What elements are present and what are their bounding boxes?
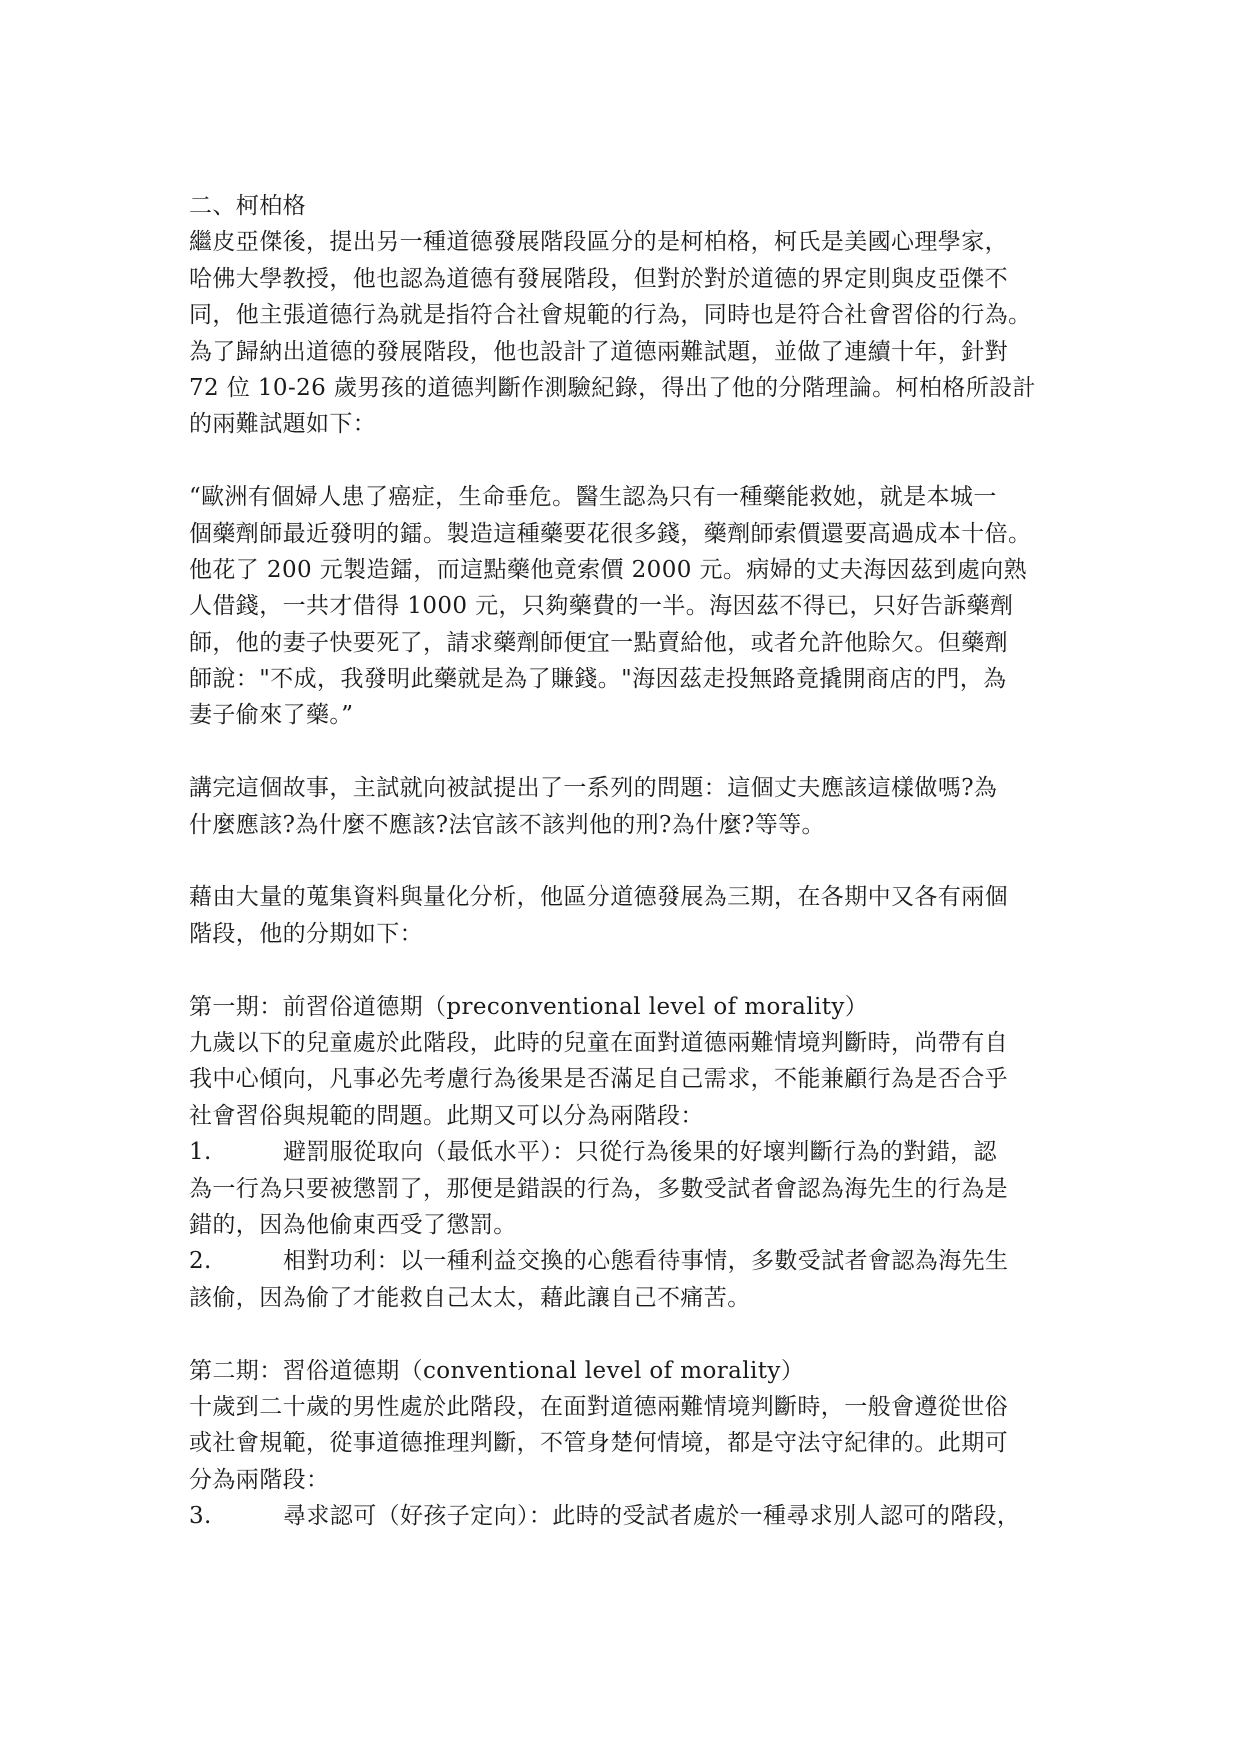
- story-line: 妻子偷來了藥。”: [189, 702, 354, 729]
- dilemma-story: [189, 479, 1059, 734]
- stage-text: 相對功利：以一種利益交換的心態看待事情，多數受試者會認為海先生: [283, 1248, 1009, 1275]
- story-line: “歐洲有個婦人患了癌症，生命垂危。醫生認為只有一種藥能救她，就是本城一: [189, 484, 997, 511]
- story-line: 人借錢，一共才借得 1000 元，只夠藥費的一半。海因茲不得已，只好告訴藥劑: [189, 593, 1014, 620]
- intro-line: 同，他主張道德行為就是指符合社會規範的行為，同時也是符合社會習俗的行為。: [189, 302, 1032, 329]
- paragraph-gap: [189, 843, 1059, 879]
- stage-number: 3.: [189, 1503, 212, 1530]
- analysis-line: 藉由大量的蒐集資料與量化分析，他區分道德發展為三期，在各期中又各有兩個: [189, 884, 1008, 911]
- section-title: 二、柯柏格: [189, 193, 306, 219]
- intro-line: 哈佛大學教授，他也認為道德有發展階段，但對於對於道德的界定則與皮亞傑不: [189, 265, 1008, 292]
- questions-line: 講完這個故事，主試就向被試提出了一系列的問題：這個丈夫應該這樣做嗎?為: [189, 775, 998, 802]
- stage-text: 尋求認可（好孩子定向）：此時的受試者處於一種尋求別人認可的階段，: [283, 1503, 1021, 1530]
- story-line: 師說："不成，我發明此藥就是為了賺錢。"海因茲走投無路竟撬開商店的門，為: [189, 666, 1007, 693]
- stage-number: 1.: [189, 1139, 212, 1166]
- period-2-heading: 第二期：習俗道德期（conventional level of morality）: [189, 1357, 805, 1384]
- stage-1-line: 為一行為只要被懲罰了，那便是錯誤的行為，多數受試者會認為海先生的行為是: [189, 1175, 1008, 1202]
- period-2-desc-line: 分為兩階段：: [189, 1466, 330, 1493]
- period-2-desc-line: 或社會規範，從事道德推理判斷，不管身楚何情境，都是守法守紀律的。此期可: [189, 1430, 1008, 1457]
- questions-line: 什麼應該?為什麼不應該?法官該不該判他的刑?為什麼?等等。: [189, 811, 825, 838]
- period-1-section: [189, 989, 1059, 1317]
- period-2-section: [189, 1353, 1059, 1535]
- analysis-line: 階段，他的分期如下：: [189, 920, 423, 947]
- paragraph-gap: [189, 443, 1059, 479]
- intro-paragraph: [189, 224, 1059, 442]
- analysis-paragraph: [189, 879, 1059, 952]
- paragraph-gap: [189, 952, 1059, 988]
- questions-paragraph: [189, 770, 1059, 843]
- period-1-desc-line: 九歲以下的兒童處於此階段，此時的兒童在面對道德兩難情境判斷時，尚帶有自: [189, 1029, 1008, 1056]
- period-2-desc-line: 十歲到二十歲的男性處於此階段，在面對道德兩難情境判斷時，一般會遵從世俗: [189, 1393, 1008, 1420]
- story-line: 師，他的妻子快要死了，請求藥劑師便宜一點賣給他，或者允許他賒欠。但藥劑: [189, 629, 1008, 656]
- stage-1-line: 錯的，因為他偷東西受了懲罰。: [189, 1211, 517, 1238]
- document-page: [189, 188, 1059, 1534]
- intro-line: 的兩難試題如下：: [189, 411, 377, 438]
- story-line: 他花了 200 元製造鐳，而這點藥他竟索價 2000 元。病婦的丈夫海因茲到處向熟: [189, 556, 1028, 583]
- period-1-heading: 第一期：前習俗道德期（preconventional level of morality）: [189, 993, 869, 1020]
- intro-line: 繼皮亞傑後，提出另一種道德發展階段區分的是柯柏格，柯氏是美國心理學家，: [189, 229, 1008, 256]
- period-1-desc-line: 社會習俗與規範的問題。此期又可以分為兩階段：: [189, 1102, 704, 1129]
- stage-text: 避罰服從取向（最低水平）：只從行為後果的好壞判斷行為的對錯，認: [283, 1139, 997, 1166]
- intro-line: 為了歸納出道德的發展階段，他也設計了道德兩難試題，並做了連續十年，針對: [189, 338, 1008, 365]
- stage-2-line: 該偷，因為偷了才能救自己太太，藉此讓自己不痛苦。: [189, 1284, 751, 1311]
- intro-line: 72 位 10-26 歲男孩的道德判斷作測驗紀錄，得出了他的分階理論。柯柏格所設計: [189, 374, 1036, 401]
- story-line: 個藥劑師最近發明的鐳。製造這種藥要花很多錢，藥劑師索價還要高過成本十倍。: [189, 520, 1032, 547]
- stage-3-item: [189, 1498, 1059, 1534]
- stage-1-item: [189, 1134, 1059, 1170]
- paragraph-gap: [189, 734, 1059, 770]
- period-1-desc-line: 我中心傾向，凡事必先考慮行為後果是否滿足自己需求，不能兼顧行為是否合乎: [189, 1066, 1008, 1093]
- stage-number: 2.: [189, 1248, 212, 1275]
- paragraph-gap: [189, 1316, 1059, 1352]
- stage-2-item: [189, 1243, 1059, 1279]
